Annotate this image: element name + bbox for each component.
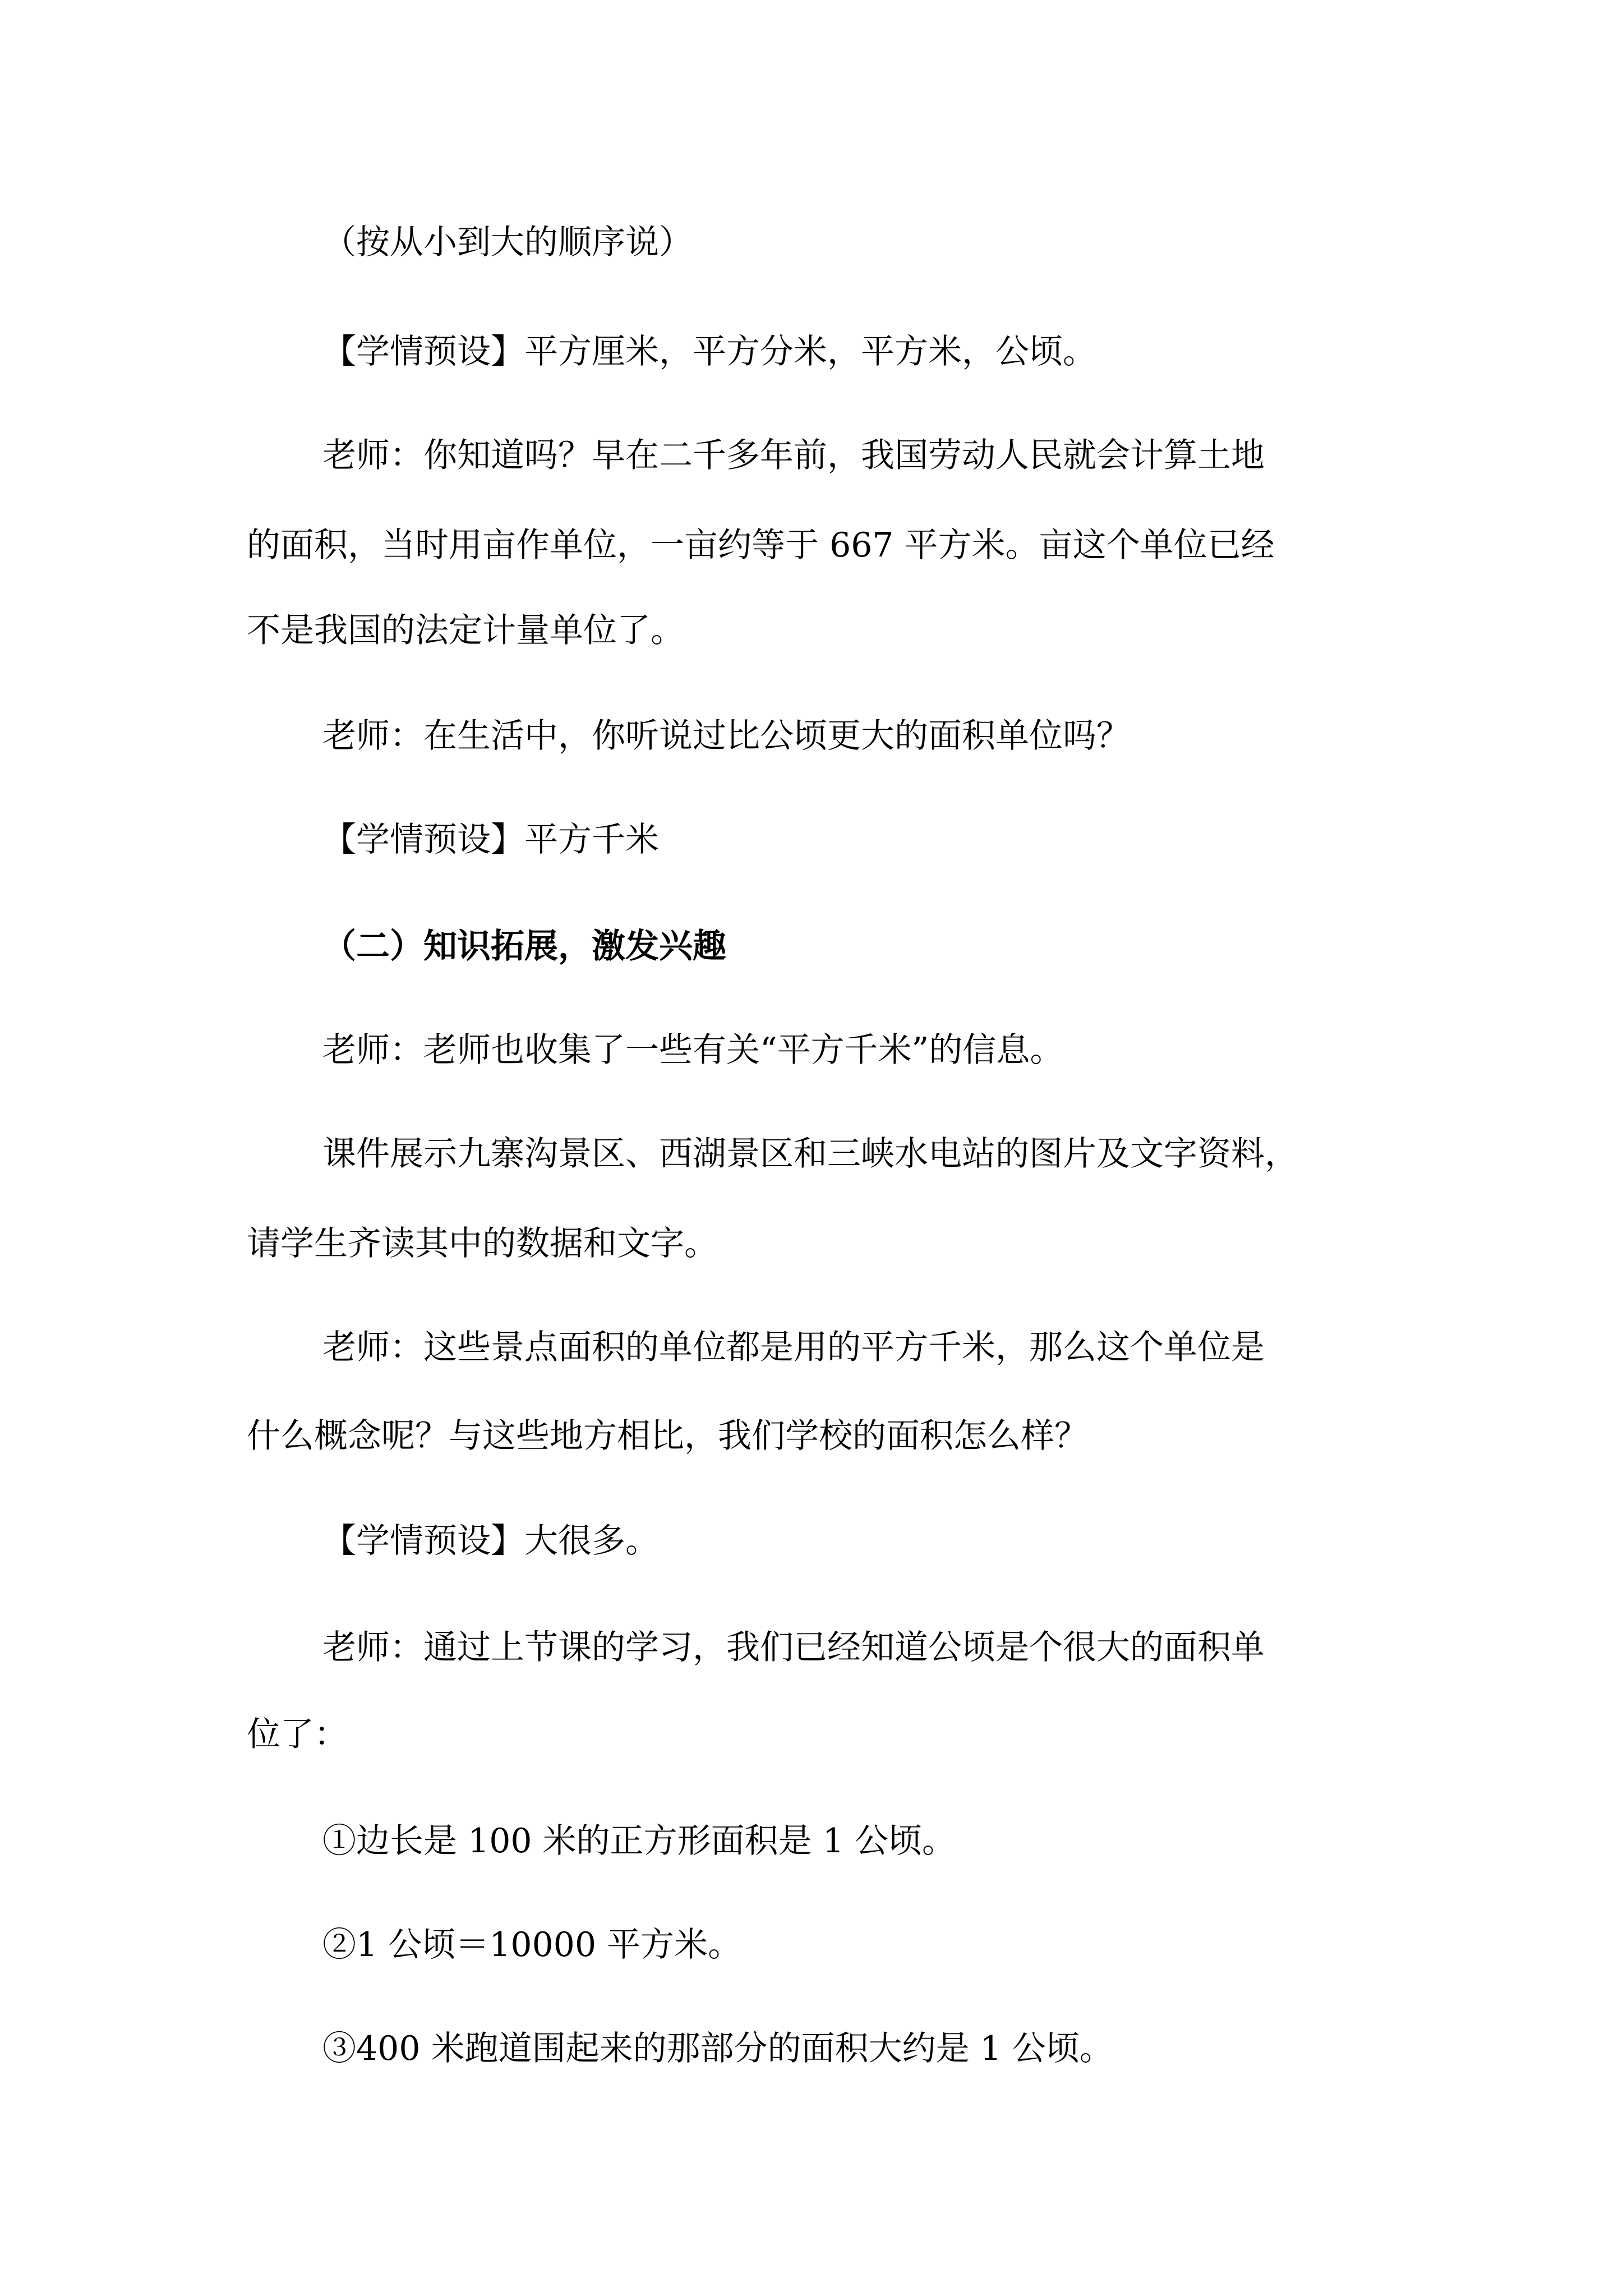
paragraph-teacher-info xyxy=(322,1004,1467,1096)
paragraph-preset-bigger xyxy=(322,1495,1467,1587)
paragraph-teacher-question xyxy=(322,690,1467,782)
paragraph-line: 请学生齐读其中的数据和文字。 xyxy=(247,1224,718,1263)
paragraph-text: 老师：在生活中，你听说过比公顷更大的面积单位吗？ xyxy=(322,716,1130,756)
paragraph-line: 什么概念呢？与这些地方相比，我们学校的面积怎么样？ xyxy=(247,1416,1088,1456)
paragraph-line: 老师：这些景点面积的单位都是用的平方千米，那么这个单位是 xyxy=(322,1328,1265,1367)
paragraph-line: 的面积，当时用亩作单位，一亩约等于 667 平方米。亩这个单位已经 xyxy=(247,526,1275,565)
paragraph-line: 课件展示九寨沟景区、西湖景区和三峡水电站的图片及文字资料， xyxy=(322,1134,1298,1174)
paragraph-text: 【学情预设】平方厘米，平方分米，平方米，公顷。 xyxy=(322,332,1096,371)
paragraph-line: 不是我国的法定计量单位了。 xyxy=(247,611,684,650)
paragraph-preset-km xyxy=(322,794,1467,886)
list-item-3 xyxy=(322,2003,1467,2095)
list-item-2 xyxy=(322,1899,1467,1991)
list-item-text: ②1 公顷＝10000 平方米。 xyxy=(322,1925,742,1964)
paragraph-text: （按从小到大的顺序说） xyxy=(322,223,693,262)
paragraph-line: 位了： xyxy=(247,1715,348,1754)
section-heading xyxy=(322,900,1467,992)
paragraph-line: 老师：你知道吗？早在二千多年前，我国劳动人民就会计算土地 xyxy=(322,436,1265,475)
paragraph-text: 老师：老师也收集了一些有关“平方千米”的信息。 xyxy=(322,1030,1064,1070)
list-item-text: ①边长是 100 米的正方形面积是 1 公顷。 xyxy=(322,1821,956,1861)
paragraph-text: 【学情预设】平方千米 xyxy=(322,820,659,859)
paragraph-order-note xyxy=(322,196,1467,288)
paragraph-text: 【学情预设】大很多。 xyxy=(322,1521,659,1561)
list-item-1 xyxy=(322,1795,1467,1887)
list-item-text: ③400 米跑道围起来的那部分的面积大约是 1 公顷。 xyxy=(322,2029,1113,2068)
paragraph-preset-units xyxy=(322,306,1467,398)
paragraph-line: 老师：通过上节课的学习，我们已经知道公顷是个很大的面积单 xyxy=(322,1628,1265,1667)
section-heading-text: （二）知识拓展，激发兴趣 xyxy=(322,927,726,966)
